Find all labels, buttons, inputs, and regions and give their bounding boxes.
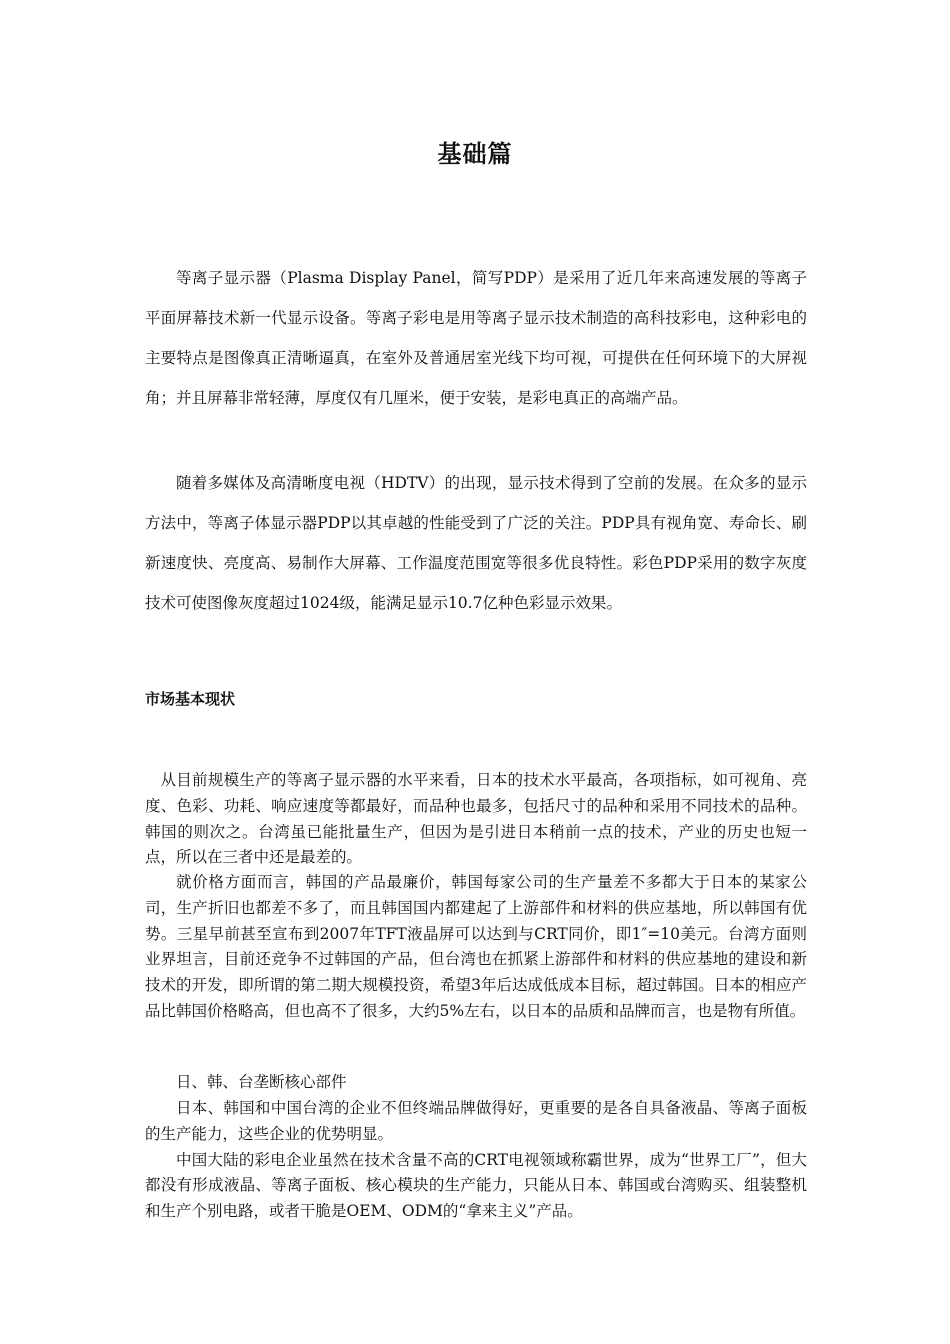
core-paragraph-2: 中国大陆的彩电企业虽然在技术含量不高的CRT电视领域称霸世界，成为“世界工厂”，但大都没有形成液晶、等离子面板、核心模块的生产能力，只能从日本、韩国或台湾购买、组装整机和生产个别电路，或者干脆是OEM、ODM的“拿来主义”产品。 [145, 1150, 807, 1221]
core-paragraph-1: 日本、韩国和中国台湾的企业不但终端品牌做得好，更重要的是各自具备液晶、等离子面板的生产能力，这些企业的优势明显。 [145, 1099, 807, 1143]
intro-paragraph: 等离子显示器（Plasma Display Panel，简写PDP）是采用了近几年来高速发展的等离子平面屏幕技术新一代显示设备。等离子彩电是用等离子显示技术制造的高科技彩电，这种彩电的主要特点是图像真正清晰逼真，在室外及普通居室光线下均可视，可提供在任何环境下的大屏视角；并且屏幕非常轻薄，厚度仅有几厘米，便于安装，是彩电真正的高端产品。 [145, 269, 807, 407]
page-title: 基础篇 [437, 140, 513, 168]
intro-section [145, 258, 807, 418]
price-paragraph: 就价格方面而言，韩国的产品最廉价，韩国每家公司的生产量差不多都大于日本的某家公司，生产折旧也都差不多了，而且韩国国内都建起了上游部件和材料的供应基地，所以韩国有优势。三星早前甚至宣布到2007年TFT液晶屏可以达到与CRT同价，即1″=10美元。台湾方面则业界坦言，目前还竞争不过韩国的产品，但台湾也在抓紧上游部件和材料的供应基地的建设和新技术的开发，即所谓的第二期大规模投资，希望3年后达成低成本目标，超过韩国。日本的相应产品比韩国价格略高，但也高不了很多，大约5%左右，以日本的品质和品牌而言，也是物有所值。 [145, 873, 807, 1020]
features-section [145, 463, 807, 623]
core-subheading: 日、韩、台垄断核心部件 [176, 1073, 347, 1091]
market-section [145, 768, 807, 871]
core-subheading-section [145, 1070, 807, 1096]
features-paragraph: 随着多媒体及高清晰度电视（HDTV）的出现，显示技术得到了空前的发展。在众多的显示方法中，等离子体显示器PDP以其卓越的性能受到了广泛的关注。PDP具有视角宽、寿命长、刷新速度快、亮度高、易制作大屏幕、工作温度范围宽等很多优良特性。彩色PDP采用的数字灰度技术可使图像灰度超过1024级，能满足显示10.7亿种色彩显示效果。 [145, 474, 807, 612]
core-section [145, 1096, 807, 1225]
market-paragraph: 从目前规模生产的等离子显示器的水平来看，日本的技术水平最高，各项指标，如可视角、亮度、色彩、功耗、响应速度等都最好，而品种也最多，包括尺寸的品种和采用不同技术的品种。韩国的则次之。台湾虽已能批量生产，但因为是引进日本稍前一点的技术，产业的历史也短一点，所以在三者中还是最差的。 [145, 771, 807, 867]
price-section [145, 870, 807, 1025]
section-heading: 市场基本现状 [145, 690, 236, 708]
